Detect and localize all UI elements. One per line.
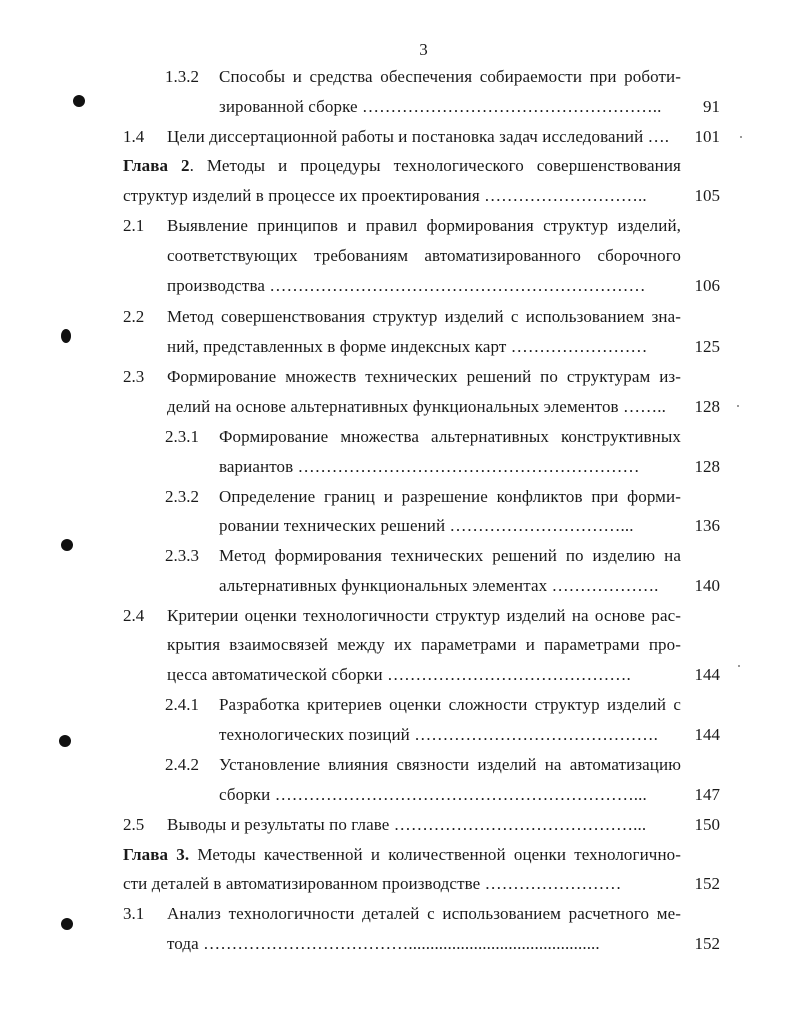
- punch-hole: [61, 329, 71, 343]
- toc-page: 128: [694, 457, 720, 476]
- punch-hole: [61, 918, 73, 930]
- toc-number: 2.3.2: [165, 487, 199, 506]
- toc-title-line: вариантов ……………………………………………………: [219, 457, 640, 476]
- toc-title-line: Разработка критериев оценки сложности структур изделий с: [219, 695, 681, 714]
- toc-title-line: Метод формирования технических решений по изделию на: [219, 546, 681, 565]
- punch-hole: [73, 95, 85, 107]
- toc-page: 128: [694, 397, 720, 416]
- toc-title-line: Выводы и результаты по главе ……………………………………...: [167, 815, 647, 834]
- toc-title-line: Формирование множества альтернативных конструктивных: [219, 427, 681, 446]
- chapter-heading-line: [123, 155, 681, 177]
- scan-speck: [737, 405, 739, 407]
- toc-title-line: сти деталей в автоматизированном производстве ……………………: [123, 874, 622, 893]
- toc-title-line: Формирование множеств технических решений по структурам из-: [167, 367, 681, 386]
- toc-title-line: альтернативных функциональных элементах ……………….: [219, 576, 659, 595]
- toc-number: 2.4: [123, 606, 145, 625]
- toc-title-line: структур изделий в процессе их проектирования ………………………..: [123, 186, 647, 205]
- toc-title-line: соответствующих требованиям автоматизированного сборочного: [167, 246, 681, 265]
- toc-page: 144: [694, 725, 720, 744]
- punch-hole: [61, 539, 73, 551]
- scan-speck: [740, 136, 742, 138]
- toc-title-line: технологических позиций …………………………………….: [219, 725, 658, 744]
- toc-title-line: тода ………………………………............................................: [167, 934, 600, 953]
- toc-page: 125: [694, 337, 720, 356]
- toc-page: 136: [694, 516, 720, 535]
- toc-title-line: Критерии оценки технологичности структур изделий на основе рас-: [167, 606, 681, 625]
- toc-number: 2.3.1: [165, 427, 199, 446]
- toc-number: 2.2: [123, 307, 145, 326]
- toc-number: 1.3.2: [165, 67, 199, 86]
- toc-title-line: Метод совершенствования структур изделий с использованием зна-: [167, 307, 681, 326]
- toc-number: 3.1: [123, 904, 145, 923]
- toc-title-line: крытия взаимосвязей между их параметрами и параметрами про-: [167, 635, 681, 654]
- toc-page: 147: [694, 785, 720, 804]
- toc-title-line: . Методы и процедуры технологического совершенствования: [189, 156, 681, 175]
- scan-speck: [738, 665, 740, 667]
- chapter-label: Глава 3.: [123, 845, 190, 864]
- chapter-label: Глава 2: [123, 156, 190, 175]
- toc-title-line: ний, представленных в форме индексных карт ……………………: [167, 337, 648, 356]
- toc-page: 150: [694, 815, 720, 834]
- toc-number: 2.4.2: [165, 755, 199, 774]
- toc-title-line: Выявление принципов и правил формирования структур изделий,: [167, 216, 681, 235]
- toc-title-line: делий на основе альтернативных функциональных элементов ……..: [167, 397, 666, 416]
- toc-title-line: Установление влияния связности изделий на автоматизацию: [219, 755, 681, 774]
- toc-number: 2.4.1: [165, 695, 199, 714]
- toc-number: 1.4: [123, 127, 145, 146]
- toc-number: 2.5: [123, 815, 145, 834]
- toc-number: 2.3: [123, 367, 145, 386]
- toc-title-line: Методы качественной и количественной оценки технологично-: [189, 845, 682, 864]
- toc-title-line: зированной сборке ……………………………………………..: [219, 97, 662, 116]
- toc-page: 144: [694, 665, 720, 684]
- toc-number: 2.3.3: [165, 546, 199, 565]
- toc-page: 140: [694, 576, 720, 595]
- toc-title-line: Анализ технологичности деталей с использованием расчетного ме-: [167, 904, 681, 923]
- toc-page: 105: [694, 186, 720, 205]
- toc-title-line: производства …………………………………………………………: [167, 276, 646, 295]
- toc-page: 152: [694, 874, 720, 893]
- toc-page: 101: [694, 127, 720, 146]
- toc-title-line: сборки ………………………………………………………...: [219, 785, 647, 804]
- toc-page: 152: [694, 934, 720, 953]
- chapter-heading-line: [123, 844, 681, 866]
- toc-page: 106: [694, 276, 720, 295]
- page-number: 3: [419, 40, 428, 59]
- toc-title-line: Цели диссертационной работы и постановка задач исследований ….: [167, 127, 670, 146]
- punch-hole: [59, 735, 71, 747]
- toc-title-line: Способы и средства обеспечения собираемости при роботи-: [219, 67, 681, 86]
- toc-title-line: цесса автоматической сборки …………………………………….: [167, 665, 631, 684]
- toc-title-line: ровании технических решений …………………………...: [219, 516, 634, 535]
- toc-title-line: Определение границ и разрешение конфликтов при форми-: [219, 487, 681, 506]
- toc-page: 91: [703, 97, 720, 116]
- toc-number: 2.1: [123, 216, 145, 235]
